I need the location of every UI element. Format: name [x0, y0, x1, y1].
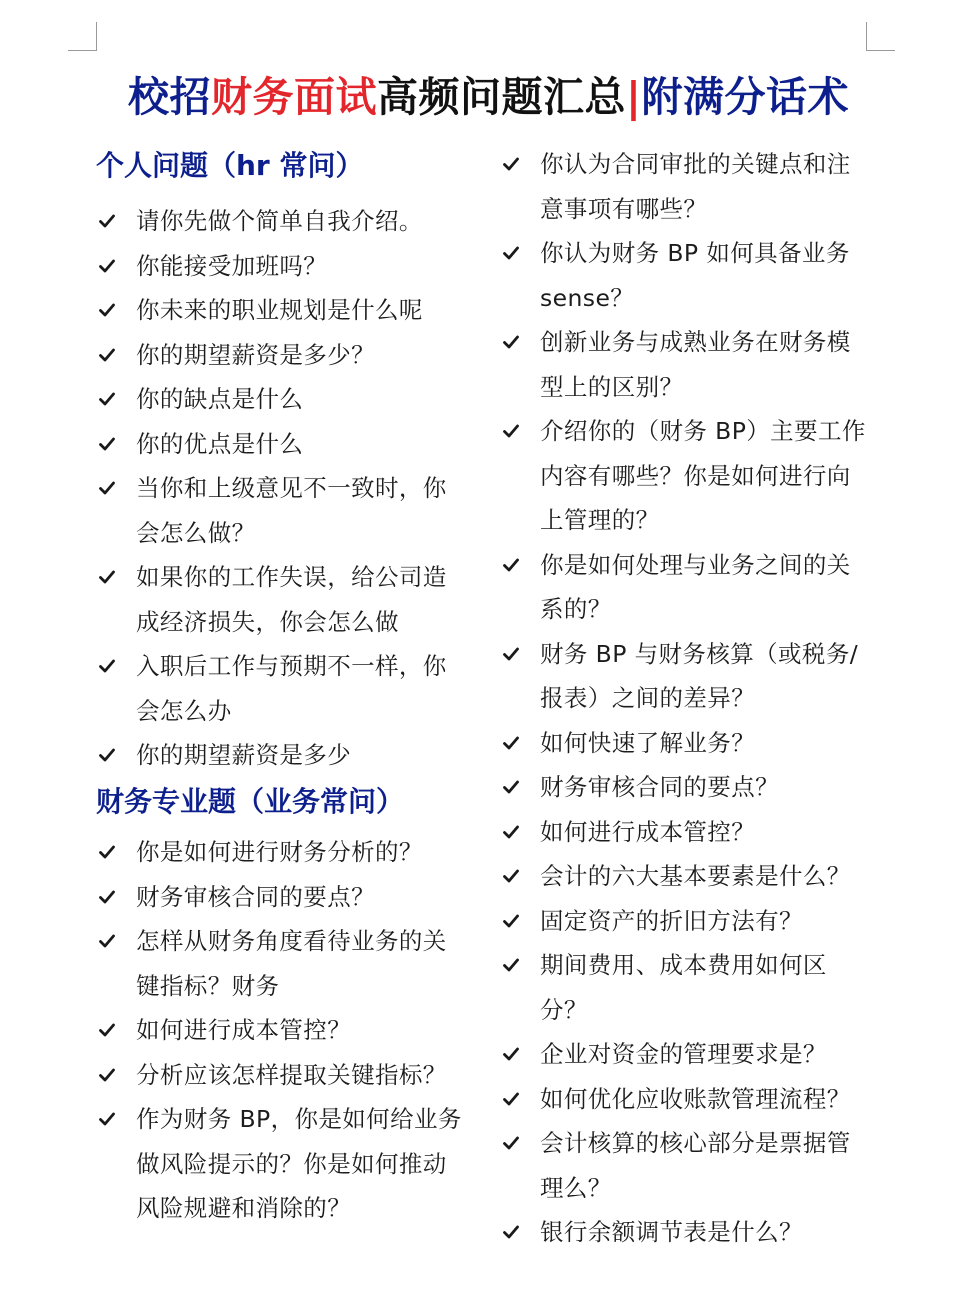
title-separator: | — [626, 73, 642, 121]
checkmark-icon — [98, 479, 116, 497]
question-text: 如何进行成本管控？ — [540, 817, 756, 846]
personal-question-list — [96, 199, 468, 778]
checkmark-icon — [502, 956, 520, 974]
checkmark-icon — [502, 778, 520, 796]
question-text: 期间费用、成本费用如何区分？ — [540, 951, 827, 1024]
question-text: 你未来的职业规划是什么呢 — [136, 296, 423, 324]
question-item — [500, 632, 872, 721]
checkmark-icon — [98, 257, 116, 275]
question-text: 财务 BP 与财务核算（或税务/报表）之间的差异？ — [540, 639, 859, 712]
question-text: 请你先做个简单自我介绍。 — [136, 207, 423, 235]
checkmark-icon — [502, 867, 520, 885]
question-item — [500, 142, 872, 231]
question-text: 你能接受加班吗？ — [136, 251, 328, 280]
checkmark-icon — [98, 568, 116, 586]
checkmark-icon — [98, 346, 116, 364]
question-text: 分析应该怎样提取关键指标？ — [136, 1060, 447, 1089]
title-part-3: 高频问题汇总 — [377, 73, 626, 121]
question-item — [96, 422, 468, 467]
question-item — [96, 199, 468, 244]
title-part-5: 附满分话术 — [641, 73, 849, 121]
question-item — [96, 1008, 468, 1053]
question-item — [500, 854, 872, 899]
question-text: 你的优点是什么 — [136, 429, 304, 458]
checkmark-icon — [98, 212, 116, 230]
question-text: 如何优化应收账款管理流程？ — [540, 1084, 851, 1113]
question-text: 入职后工作与预期不一样，你会怎么办 — [136, 652, 447, 725]
checkmark-icon — [502, 1045, 520, 1063]
question-text: 如果你的工作失误，给公司造成经济损失，你会怎么做 — [136, 563, 447, 636]
right-question-list — [500, 142, 872, 1255]
question-text: 会计的六大基本要素是什么？ — [540, 862, 851, 890]
finance-question-list — [96, 830, 468, 1231]
question-text: 会计核算的核心部分是票据管理么？ — [540, 1129, 851, 1202]
question-text: 财务审核合同的要点？ — [540, 773, 779, 801]
question-item — [96, 733, 468, 778]
title-part-1: 校招 — [128, 73, 211, 121]
checkmark-icon — [98, 932, 116, 950]
checkmark-icon — [98, 390, 116, 408]
question-item — [96, 466, 468, 555]
question-item — [500, 765, 872, 810]
question-text: 你是如何处理与业务之间的关系的？ — [540, 550, 851, 623]
title-part-2: 财务面试 — [211, 73, 377, 121]
question-text: 你的期望薪资是多少？ — [136, 340, 375, 369]
section-heading-personal: 个人问题（hr 常问） — [96, 149, 364, 182]
checkmark-icon — [98, 657, 116, 675]
question-text: 财务审核合同的要点？ — [136, 882, 375, 911]
question-text: 如何进行成本管控？ — [136, 1016, 352, 1044]
page-title — [0, 64, 977, 123]
checkmark-icon — [98, 888, 116, 906]
question-text: 你的缺点是什么 — [136, 385, 304, 413]
question-text: 银行余额调节表是什么？ — [540, 1218, 803, 1246]
question-text: 创新业务与成熟业务在财务模型上的区别？ — [540, 328, 851, 401]
question-text: 你是如何进行财务分析的？ — [136, 838, 423, 866]
question-text: 当你和上级意见不一致时，你会怎么做？ — [136, 474, 447, 547]
checkmark-icon — [502, 823, 520, 841]
question-item — [500, 1210, 872, 1255]
question-item — [96, 244, 468, 289]
question-item — [96, 377, 468, 422]
checkmark-icon — [502, 1223, 520, 1241]
question-item — [96, 288, 468, 333]
question-item — [96, 333, 468, 378]
question-text: 企业对资金的管理要求是？ — [540, 1040, 827, 1068]
checkmark-icon — [98, 843, 116, 861]
checkmark-icon — [502, 645, 520, 663]
question-item — [96, 830, 468, 875]
checkmark-icon — [502, 333, 520, 351]
corner-mark-top-right — [866, 22, 895, 51]
checkmark-icon — [502, 1134, 520, 1152]
question-item — [500, 899, 872, 944]
question-item — [96, 644, 468, 733]
question-item — [96, 875, 468, 920]
corner-mark-top-left — [68, 22, 97, 51]
checkmark-icon — [502, 556, 520, 574]
checkmark-icon — [98, 1110, 116, 1128]
question-item — [96, 555, 468, 644]
checkmark-icon — [98, 435, 116, 453]
question-item — [500, 1121, 872, 1210]
question-item — [500, 1077, 872, 1122]
checkmark-icon — [502, 155, 520, 173]
question-text: 如何快速了解业务？ — [540, 728, 756, 757]
section-heading-finance: 财务专业题（业务常问） — [96, 785, 405, 818]
question-item — [96, 919, 468, 1008]
question-item — [500, 409, 872, 543]
question-item — [500, 943, 872, 1032]
checkmark-icon — [98, 301, 116, 319]
question-text: 你的期望薪资是多少 — [136, 741, 352, 769]
question-text: 介绍你的（财务 BP）主要工作内容有哪些？你是如何进行向上管理的？ — [540, 417, 866, 534]
question-item — [500, 231, 872, 320]
question-text: 怎样从财务角度看待业务的关键指标？财务 — [136, 927, 447, 1000]
checkmark-icon — [98, 1066, 116, 1084]
question-item — [96, 1097, 468, 1231]
question-item — [500, 810, 872, 855]
question-item — [500, 543, 872, 632]
checkmark-icon — [98, 746, 116, 764]
question-item — [500, 721, 872, 766]
question-text: 你认为合同审批的关键点和注意事项有哪些？ — [540, 150, 851, 223]
checkmark-icon — [502, 1090, 520, 1108]
checkmark-icon — [502, 734, 520, 752]
question-text: 你认为财务 BP 如何具备业务 sense？ — [540, 239, 850, 312]
question-item — [500, 320, 872, 409]
checkmark-icon — [98, 1021, 116, 1039]
question-text: 作为财务 BP，你是如何给业务做风险提示的？你是如何推动风险规避和消除的？ — [136, 1105, 462, 1222]
checkmark-icon — [502, 244, 520, 262]
checkmark-icon — [502, 912, 520, 930]
question-item — [96, 1053, 468, 1098]
question-text: 固定资产的折旧方法有？ — [540, 906, 803, 935]
question-item — [500, 1032, 872, 1077]
checkmark-icon — [502, 422, 520, 440]
